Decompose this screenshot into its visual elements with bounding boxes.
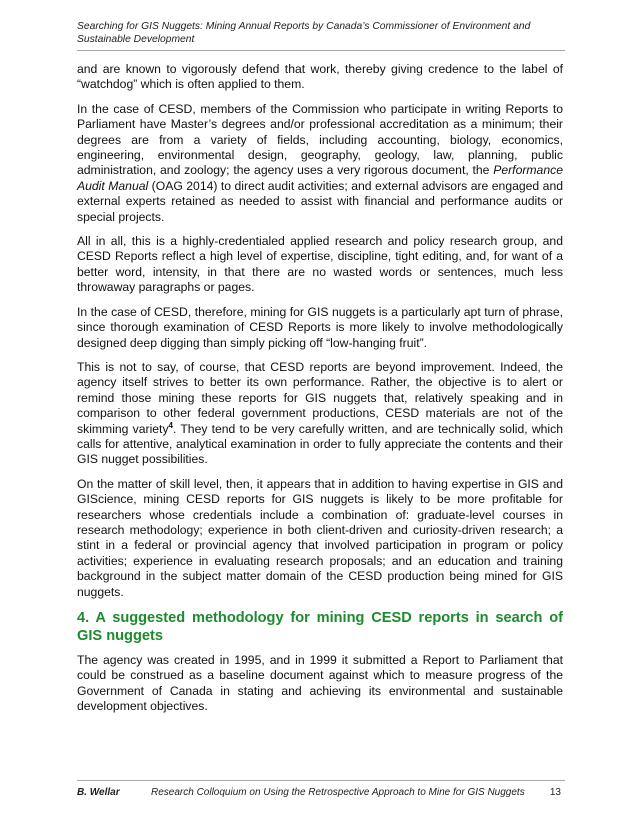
section-heading: 4. A suggested methodology for mining CESD reports in search of GIS nuggets bbox=[77, 610, 563, 644]
paragraph-7: The agency was created in 1995, and in 1999 it submitted a Report to Parliament that could be construed as a baseline document against which to measure progress of the Government of Canada in stating and achieving its environmental and sustainable development objectives. bbox=[77, 653, 563, 714]
header-rule bbox=[77, 50, 565, 51]
footer-rule bbox=[77, 780, 565, 781]
paragraph-3: All in all, this is a highly-credentialed applied research and policy research group, and CESD Reports reflect a high level of expertise, discipline, tight editing, and, for want of a better word, intensity, in that there are no wasted words or sentences, much less throwaway paragraphs or pages. bbox=[77, 234, 563, 295]
paragraph-2-part-b: (OAG 2014) to direct audit activities; and external advisors are engaged and external experts retained as needed to assist with financial and performance audits or special projects. bbox=[77, 178, 564, 224]
paragraph-2 bbox=[77, 102, 563, 225]
page-number: 13 bbox=[549, 787, 561, 798]
paragraph-4: In the case of CESD, therefore, mining for GIS nuggets is a particularly apt turn of phrase, since thorough examination of CESD Reports is more likely to involve methodologically designed deep digging than simply picking off “low-hanging fruit”. bbox=[77, 304, 563, 350]
body-text bbox=[77, 62, 563, 724]
paragraph-5-part-a: This is not to say, of course, that CESD reports are beyond improvement. Indeed, the agency itself strives to better its own performance. Rather, the objective is to alert or remind those mining these reports for GIS nuggets that, relatively speaking and in comparison to other federal government productions, CESD materials are not of the skimming variety bbox=[77, 359, 563, 436]
manual-title: Performance Audit Manual bbox=[77, 163, 563, 193]
footer-author: B. Wellar bbox=[77, 787, 120, 798]
running-header: Searching for GIS Nuggets: Mining Annual Reports by Canada’s Commissioner of Environment and Sustainable Development bbox=[77, 21, 531, 45]
footnote-marker[interactable]: 4 bbox=[168, 420, 173, 430]
footer-title: Research Colloquium on Using the Retrospective Approach to Mine for GIS Nuggets bbox=[151, 787, 525, 798]
paragraph-2-part-a: In the case of CESD, members of the Commission who participate in writing Reports to Parliament have Master’s degrees and/or professional accreditation as a minimum; their degrees are from a variety of fields, including accounting, biology, economics, engineering, environmental design, geography, geology, law, planning, public administration, and zoology; the agency uses a very rigorous document, the bbox=[77, 101, 563, 178]
paragraph-1: and are known to vigorously defend that work, thereby giving credence to the label of “watchdog” which is often applied to them. bbox=[77, 62, 563, 92]
paragraph-5 bbox=[77, 360, 563, 468]
paragraph-6: On the matter of skill level, then, it appears that in addition to having expertise in GIS and GIScience, mining CESD reports for GIS nuggets is likely to be more profitable for researchers whose credentials include a combination of: graduate-level courses in research methodology; experience in both client-driven and curiosity-driven research; a stint in a federal or provincial agency that involved participation in program or policy activities; experience in evaluating research proposals; and an education and training background in the subject matter domain of the CESD production being mined for GIS nuggets. bbox=[77, 476, 563, 599]
paragraph-5-part-b: . They tend to be very carefully written, and are technically solid, which calls for attentive, analytical examination in order to fully appreciate the contents and their GIS nugget possibilities. bbox=[77, 421, 564, 467]
